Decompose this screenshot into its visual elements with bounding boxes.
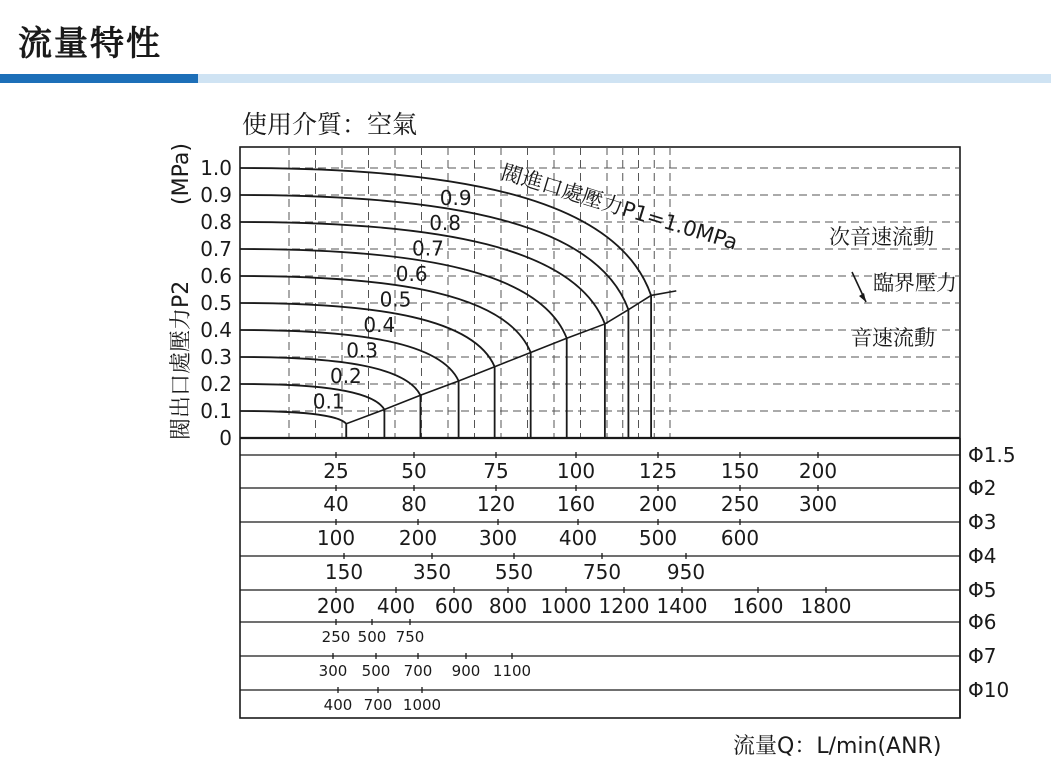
curve-label: 0.5 bbox=[379, 287, 412, 312]
flow-scale-label: 600 bbox=[434, 594, 474, 618]
flow-scale-label: 300 bbox=[318, 662, 348, 680]
flow-scale-label: 80 bbox=[401, 492, 427, 516]
flow-scale-label: 500 bbox=[357, 628, 387, 646]
flow-scale-label: 1400 bbox=[656, 594, 708, 618]
flow-scale-label: 700 bbox=[363, 696, 393, 714]
subsonic-flow-label: 次音速流動 bbox=[829, 225, 934, 249]
flow-scale-label: 750 bbox=[582, 560, 622, 584]
flow-scale-label: 500 bbox=[361, 662, 391, 680]
flow-scale-label: 400 bbox=[323, 696, 353, 714]
y-tick-label: 0.6 bbox=[200, 264, 232, 288]
curve-label: 0.7 bbox=[412, 236, 444, 261]
flow-scale-label: 100 bbox=[556, 459, 596, 483]
flow-scale-label: 300 bbox=[798, 492, 838, 516]
curve-label: 0.1 bbox=[312, 389, 345, 414]
flow-scale-label: 200 bbox=[398, 526, 438, 550]
flow-scale-label: 550 bbox=[494, 560, 534, 584]
flow-scale-label: 700 bbox=[403, 662, 433, 680]
flow-scale-label: 200 bbox=[638, 492, 678, 516]
orifice-label: Φ10 bbox=[968, 678, 1010, 702]
flow-scale-label: 1100 bbox=[492, 662, 532, 680]
curve-label: 0.2 bbox=[329, 364, 362, 389]
y-tick-label: 1.0 bbox=[200, 156, 232, 180]
orifice-label: Φ2 bbox=[968, 476, 997, 500]
flow-scale-label: 900 bbox=[451, 662, 481, 680]
flow-scale-label: 50 bbox=[401, 459, 427, 483]
flow-scale-label: 1000 bbox=[540, 594, 592, 618]
flow-scale-label: 400 bbox=[558, 526, 598, 550]
flow-scale-label: 800 bbox=[488, 594, 528, 618]
curve-label: 0.4 bbox=[363, 313, 396, 338]
flow-scale-label: 100 bbox=[316, 526, 356, 550]
flow-scale-label: 150 bbox=[720, 459, 760, 483]
flow-scale-label: 200 bbox=[316, 594, 356, 618]
orifice-label: Φ1.5 bbox=[968, 443, 1016, 467]
flow-scale-label: 120 bbox=[476, 492, 516, 516]
y-tick-label: 0.3 bbox=[200, 345, 232, 369]
flow-scale-label: 1000 bbox=[402, 696, 442, 714]
flow-scale-label: 250 bbox=[321, 628, 351, 646]
y-tick-label: 0.9 bbox=[200, 183, 232, 207]
critical-pressure-label: 臨界壓力 bbox=[873, 271, 957, 295]
flow-scale-label: 350 bbox=[412, 560, 452, 584]
orifice-label: Φ5 bbox=[968, 578, 997, 602]
curve-label: 0.3 bbox=[346, 338, 379, 363]
curve-label: 0.9 bbox=[439, 185, 472, 210]
flow-scale-label: 150 bbox=[324, 560, 364, 584]
main-curve-label: 閥進口處壓力P1=1.0MPa bbox=[498, 159, 741, 255]
flow-scale-label: 1200 bbox=[598, 594, 650, 618]
y-tick-label: 0.7 bbox=[200, 237, 232, 261]
medium-label: 使用介質：空氣 bbox=[242, 110, 418, 139]
flow-scale-label: 300 bbox=[478, 526, 518, 550]
y-tick-label: 0.4 bbox=[200, 318, 232, 342]
y-tick-label: 0.1 bbox=[200, 399, 232, 423]
x-axis-title: 流量Q：L/min(ANR) bbox=[733, 734, 942, 759]
flow-scale-label: 1800 bbox=[800, 594, 852, 618]
y-axis-title: 閥出口處壓力P2 bbox=[169, 280, 194, 440]
annotations bbox=[313, 160, 957, 414]
flow-scale-label: 1600 bbox=[732, 594, 784, 618]
flow-scale-label: 125 bbox=[638, 459, 678, 483]
flow-scale-label: 160 bbox=[556, 492, 596, 516]
flow-scale-label: 600 bbox=[720, 526, 760, 550]
flow-scale-label: 250 bbox=[720, 492, 760, 516]
arrowhead-icon bbox=[859, 293, 866, 302]
flow-scale-label: 750 bbox=[395, 628, 425, 646]
flow-scale-label: 400 bbox=[376, 594, 416, 618]
y-tick-label: 0 bbox=[219, 426, 232, 450]
orifice-label: Φ6 bbox=[968, 610, 997, 634]
y-tick-label: 0.5 bbox=[200, 291, 232, 315]
flow-scales bbox=[240, 438, 1016, 718]
orifice-label: Φ7 bbox=[968, 644, 997, 668]
orifice-label: Φ3 bbox=[968, 510, 997, 534]
flow-scale-label: 75 bbox=[483, 459, 509, 483]
flow-scale-label: 500 bbox=[638, 526, 678, 550]
sonic-flow-label: 音速流動 bbox=[851, 326, 935, 350]
flow-scale-label: 950 bbox=[666, 560, 706, 584]
curve-label: 0.6 bbox=[395, 262, 428, 287]
y-axis-unit: (MPa) bbox=[169, 143, 194, 205]
flow-scale-label: 200 bbox=[798, 459, 838, 483]
flow-scale-label: 25 bbox=[323, 459, 349, 483]
pressure-curve bbox=[240, 411, 346, 438]
orifice-label: Φ4 bbox=[968, 544, 997, 568]
page-title: 流量特性 bbox=[18, 24, 162, 64]
flow-scale-label: 40 bbox=[323, 492, 349, 516]
y-tick-label: 0.2 bbox=[200, 372, 232, 396]
curve-label: 0.8 bbox=[429, 211, 462, 236]
y-tick-label: 0.8 bbox=[200, 210, 232, 234]
